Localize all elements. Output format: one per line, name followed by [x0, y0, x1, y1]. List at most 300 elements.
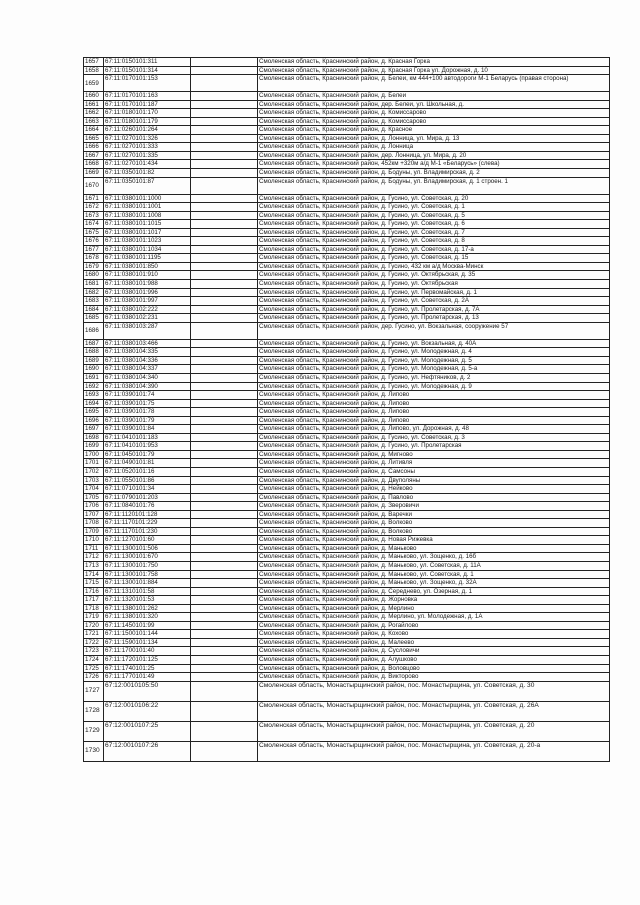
cadastral-number: 67:11:1310101:58	[104, 587, 191, 596]
empty-cell	[191, 177, 258, 194]
row-number: 1726	[84, 673, 104, 682]
empty-cell	[191, 373, 258, 382]
cadastral-number: 67:11:0390101:74	[104, 391, 191, 400]
row-number: 1680	[84, 271, 104, 280]
row-number: 1696	[84, 416, 104, 425]
table-row	[84, 450, 610, 459]
row-number: 1682	[84, 288, 104, 297]
empty-cell	[191, 502, 258, 511]
address: Смоленская область, Краснинский район, д. Гусино, ул. Пролетарская, д. 13	[258, 314, 610, 323]
address: Смоленская область, Краснинский район, д. Кохово	[258, 630, 610, 639]
empty-cell	[191, 169, 258, 178]
empty-cell	[191, 382, 258, 391]
row-number: 1703	[84, 476, 104, 485]
table-row	[84, 117, 610, 126]
empty-cell	[191, 544, 258, 553]
table-row	[84, 126, 610, 135]
table-row	[84, 587, 610, 596]
cadastral-number: 67:11:1270101:60	[104, 536, 191, 545]
row-number: 1662	[84, 109, 104, 118]
empty-cell	[191, 271, 258, 280]
row-number: 1717	[84, 596, 104, 605]
address: Смоленская область, Краснинский район, д. Белеи	[258, 92, 610, 101]
table-row	[84, 553, 610, 562]
cadastral-number: 67:11:0260101:264	[104, 126, 191, 135]
row-number: 1724	[84, 656, 104, 665]
row-number: 1675	[84, 228, 104, 237]
empty-cell	[191, 399, 258, 408]
cadastral-number: 67:11:0380103:287	[104, 322, 191, 339]
cadastral-number: 67:11:0270101:434	[104, 160, 191, 169]
row-number: 1694	[84, 399, 104, 408]
empty-cell	[191, 220, 258, 229]
row-number: 1667	[84, 151, 104, 160]
table-row	[84, 365, 610, 374]
cadastral-number: 67:11:0180101:179	[104, 117, 191, 126]
row-number: 1669	[84, 169, 104, 178]
empty-cell	[191, 297, 258, 306]
address: Смоленская область, Краснинский район, д. Маньково	[258, 544, 610, 553]
empty-cell	[191, 527, 258, 536]
address: Смоленская область, Краснинский район, д. Литивля	[258, 459, 610, 468]
table-row	[84, 203, 610, 212]
row-number: 1709	[84, 527, 104, 536]
cadastral-number: 67:11:0380101:1195	[104, 254, 191, 263]
cadastral-number: 67:11:0170101:153	[104, 75, 191, 92]
table-row	[84, 399, 610, 408]
cadastral-number: 67:11:0410101:953	[104, 442, 191, 451]
address: Смоленская область, Краснинский район, дер. Белеи, ул. Школьная, д.	[258, 100, 610, 109]
cadastral-number: 67:11:1300101:506	[104, 544, 191, 553]
empty-cell	[191, 211, 258, 220]
row-number: 1698	[84, 433, 104, 442]
row-number: 1668	[84, 160, 104, 169]
empty-cell	[191, 450, 258, 459]
address: Смоленская область, Краснинский район, д. Красная Горка	[258, 58, 610, 67]
row-number: 1684	[84, 305, 104, 314]
row-number: 1715	[84, 579, 104, 588]
empty-cell	[191, 322, 258, 339]
row-number: 1707	[84, 510, 104, 519]
empty-cell	[191, 416, 258, 425]
address: Смоленская область, Краснинский район, д. Гусино, ул. Советская, д. 20	[258, 194, 610, 203]
empty-cell	[191, 339, 258, 348]
row-number: 1700	[84, 450, 104, 459]
cadastral-number: 67:11:0380101:1000	[104, 194, 191, 203]
cadastral-number: 67:11:0150101:311	[104, 58, 191, 67]
table-row	[84, 579, 610, 588]
empty-cell	[191, 673, 258, 682]
row-number: 1677	[84, 245, 104, 254]
cadastral-number: 67:11:1380101:262	[104, 604, 191, 613]
row-number: 1692	[84, 382, 104, 391]
cadastral-number: 67:11:1170101:230	[104, 527, 191, 536]
row-number: 1730	[84, 741, 104, 761]
cadastral-number: 67:11:0490101:81	[104, 459, 191, 468]
cadastral-number: 67:11:1700101:40	[104, 647, 191, 656]
table-row	[84, 262, 610, 271]
table-row	[84, 459, 610, 468]
table-row	[84, 254, 610, 263]
row-number: 1693	[84, 391, 104, 400]
row-number: 1657	[84, 58, 104, 67]
table-row	[84, 169, 610, 178]
cadastral-number: 67:11:0380101:988	[104, 280, 191, 289]
row-number: 1683	[84, 297, 104, 306]
row-number: 1713	[84, 561, 104, 570]
table-row	[84, 356, 610, 365]
table-row	[84, 701, 610, 721]
table-row	[84, 75, 610, 92]
table-row	[84, 536, 610, 545]
row-number: 1686	[84, 322, 104, 339]
table-row	[84, 237, 610, 246]
row-number: 1727	[84, 681, 104, 701]
empty-cell	[191, 408, 258, 417]
empty-cell	[191, 519, 258, 528]
empty-cell	[191, 587, 258, 596]
table-row	[84, 467, 610, 476]
row-number: 1674	[84, 220, 104, 229]
cadastral-number: 67:11:0380101:910	[104, 271, 191, 280]
cadastral-number: 67:11:0390101:78	[104, 408, 191, 417]
cadastral-number: 67:11:1380101:320	[104, 613, 191, 622]
empty-cell	[191, 151, 258, 160]
address: Смоленская область, Краснинский район, д. Мерлино	[258, 604, 610, 613]
empty-cell	[191, 433, 258, 442]
row-number: 1664	[84, 126, 104, 135]
address: Смоленская область, Краснинский район, дер. Лонница, ул. Мира, д. 20	[258, 151, 610, 160]
address: Смоленская область, Краснинский район, д. Гусино, ул. Советская, д. 6	[258, 220, 610, 229]
table-row	[84, 681, 610, 701]
empty-cell	[191, 721, 258, 741]
address: Смоленская область, Краснинский район, д. Гусино, ул. Советская, д. 2А	[258, 297, 610, 306]
empty-cell	[191, 613, 258, 622]
row-number: 1695	[84, 408, 104, 417]
address: Смоленская область, Краснинский район, д. Викторово	[258, 673, 610, 682]
empty-cell	[191, 348, 258, 357]
row-number: 1659	[84, 75, 104, 92]
cadastral-number: 67:11:0550101:86	[104, 476, 191, 485]
row-number: 1704	[84, 485, 104, 494]
row-number: 1691	[84, 373, 104, 382]
empty-cell	[191, 254, 258, 263]
address: Смоленская область, Краснинский район, д. Волково	[258, 519, 610, 528]
table-row	[84, 570, 610, 579]
empty-cell	[191, 621, 258, 630]
address: Смоленская область, Краснинский район, д. Мерлино, ул. Молодежная, д. 1А	[258, 613, 610, 622]
table-row	[84, 151, 610, 160]
empty-cell	[191, 314, 258, 323]
cadastral-number: 67:11:0450101:79	[104, 450, 191, 459]
empty-cell	[191, 143, 258, 152]
table-row	[84, 656, 610, 665]
cadastral-number: 67:11:0380101:997	[104, 297, 191, 306]
address: Смоленская область, Краснинский район, д. Волково	[258, 527, 610, 536]
table-row	[84, 280, 610, 289]
cadastral-number: 67:11:1740101:25	[104, 664, 191, 673]
address: Смоленская область, Краснинский район, д. Мигново	[258, 450, 610, 459]
empty-cell	[191, 561, 258, 570]
row-number: 1710	[84, 536, 104, 545]
address: Смоленская область, Краснинский район, д. Гусино, ул. Вокзальная, д. 40А	[258, 339, 610, 348]
table-row	[84, 502, 610, 511]
empty-cell	[191, 510, 258, 519]
row-number: 1688	[84, 348, 104, 357]
address: Смоленская область, Краснинский район, д. Гусино, ул. Советская, д. 1	[258, 203, 610, 212]
empty-cell	[191, 664, 258, 673]
address: Смоленская область, Краснинский район, д. Гусино, ул. Советская, д. 5	[258, 211, 610, 220]
row-number: 1690	[84, 365, 104, 374]
address: Смоленская область, Краснинский район, д. Нейково	[258, 485, 610, 494]
address: Смоленская область, Краснинский район, д. Липово	[258, 399, 610, 408]
cadastral-number: 67:11:1720101:125	[104, 656, 191, 665]
address: Смоленская область, Краснинский район, д. Липово, ул. Дорожная, д. 48	[258, 425, 610, 434]
table-row	[84, 134, 610, 143]
address: Смоленская область, Краснинский район, д. Бодуны, ул. Владимирская, д. 1 строен. 1	[258, 177, 610, 194]
empty-cell	[191, 485, 258, 494]
empty-cell	[191, 638, 258, 647]
address: Смоленская область, Краснинский район, д. Двуполяны	[258, 476, 610, 485]
cadastral-number: 67:11:0380101:1023	[104, 237, 191, 246]
table-row	[84, 109, 610, 118]
table-row	[84, 194, 610, 203]
cadastral-number: 67:11:0180101:170	[104, 109, 191, 118]
table-row	[84, 425, 610, 434]
empty-cell	[191, 570, 258, 579]
table-row	[84, 527, 610, 536]
empty-cell	[191, 425, 258, 434]
row-number: 1665	[84, 134, 104, 143]
table-row	[84, 741, 610, 761]
table-row	[84, 92, 610, 101]
row-number: 1660	[84, 92, 104, 101]
table-row	[84, 476, 610, 485]
row-number: 1673	[84, 211, 104, 220]
empty-cell	[191, 681, 258, 701]
row-number: 1679	[84, 262, 104, 271]
address: Смоленская область, Краснинский район, дер. Гусино, ул. Вокзальная, сооружение 57	[258, 322, 610, 339]
address: Смоленская область, Краснинский район, д. Гусино, 432 км а/д Москва-Минск	[258, 262, 610, 271]
cadastral-number: 67:11:0380104:335	[104, 348, 191, 357]
cadastral-number: 67:11:0790101:203	[104, 493, 191, 502]
address: Смоленская область, Краснинский район, д. Гусино, ул. Молодежная, д. 5-а	[258, 365, 610, 374]
table-row	[84, 647, 610, 656]
empty-cell	[191, 493, 258, 502]
row-number: 1728	[84, 701, 104, 721]
address: Смоленская область, Краснинский район, д. Варечки	[258, 510, 610, 519]
cadastral-number: 67:11:0270101:333	[104, 143, 191, 152]
cadastral-number: 67:11:0270101:326	[104, 134, 191, 143]
table-row	[84, 408, 610, 417]
table-row	[84, 561, 610, 570]
row-number: 1676	[84, 237, 104, 246]
address: Смоленская область, Краснинский район, д. Гусино, ул. Пролетарская	[258, 442, 610, 451]
address: Смоленская область, Краснинский район, д. Маньково, ул. Советская, д. 11А	[258, 561, 610, 570]
table-row	[84, 638, 610, 647]
cadastral-number: 67:11:1770101:49	[104, 673, 191, 682]
address: Смоленская область, Краснинский район, д. Гусино, ул. Первомайская, д. 1	[258, 288, 610, 297]
table-row	[84, 228, 610, 237]
cadastral-number: 67:11:0380101:996	[104, 288, 191, 297]
empty-cell	[191, 553, 258, 562]
cadastral-number: 67:11:1320101:53	[104, 596, 191, 605]
register-table-body	[84, 58, 610, 762]
cadastral-number: 67:12:0010107:26	[104, 741, 191, 761]
empty-cell	[191, 305, 258, 314]
table-row	[84, 58, 610, 67]
empty-cell	[191, 134, 258, 143]
cadastral-number: 67:11:0390101:84	[104, 425, 191, 434]
cadastral-number: 67:11:1300101:758	[104, 570, 191, 579]
table-row	[84, 433, 610, 442]
table-row	[84, 271, 610, 280]
empty-cell	[191, 126, 258, 135]
row-number: 1699	[84, 442, 104, 451]
cadastral-number: 67:11:0150101:314	[104, 66, 191, 75]
row-number: 1718	[84, 604, 104, 613]
row-number: 1663	[84, 117, 104, 126]
address: Смоленская область, Краснинский район, д. Маньково, ул. Зощенко, д. 16б	[258, 553, 610, 562]
row-number: 1670	[84, 177, 104, 194]
empty-cell	[191, 66, 258, 75]
address: Смоленская область, Краснинский район, д. Жорновка	[258, 596, 610, 605]
row-number: 1701	[84, 459, 104, 468]
empty-cell	[191, 262, 258, 271]
address: Смоленская область, Краснинский район, д. Белеи, км 444+100 автодороги М-1 Беларусь (правая сторона)	[258, 75, 610, 92]
row-number: 1706	[84, 502, 104, 511]
table-row	[84, 673, 610, 682]
row-number: 1720	[84, 621, 104, 630]
row-number: 1719	[84, 613, 104, 622]
table-row	[84, 66, 610, 75]
address: Смоленская область, Краснинский район, д. Воловцово	[258, 664, 610, 673]
empty-cell	[191, 245, 258, 254]
table-row	[84, 160, 610, 169]
cadastral-number: 67:11:0380104:336	[104, 356, 191, 365]
address: Смоленская область, Краснинский район, д. Бодуны, ул. Владимирская, д. 2	[258, 169, 610, 178]
cadastral-number: 67:12:0010107:25	[104, 721, 191, 741]
cadastral-number: 67:11:1450101:99	[104, 621, 191, 630]
address: Смоленская область, Монастырщинский район, пос. Монастырщина, ул. Советская, д. 26А	[258, 701, 610, 721]
cadastral-register-table	[83, 57, 610, 762]
table-row	[84, 143, 610, 152]
address: Смоленская область, Краснинский район, д. Алушково	[258, 656, 610, 665]
cadastral-number: 67:11:0380101:1015	[104, 220, 191, 229]
table-row	[84, 305, 610, 314]
table-row	[84, 544, 610, 553]
empty-cell	[191, 75, 258, 92]
cadastral-number: 67:11:0170101:163	[104, 92, 191, 101]
cadastral-number: 67:12:0010105:50	[104, 681, 191, 701]
row-number: 1705	[84, 493, 104, 502]
row-number: 1702	[84, 467, 104, 476]
row-number: 1708	[84, 519, 104, 528]
address: Смоленская область, Монастырщинский район, пос. Монастырщина, ул. Советская, д. 20-а	[258, 741, 610, 761]
address: Смоленская область, Краснинский район, д. Гусино, ул. Октябрьская, д. 35	[258, 271, 610, 280]
table-row	[84, 416, 610, 425]
address: Смоленская область, Краснинский район, д. Гусино, ул. Советская, д. 17-а	[258, 245, 610, 254]
address: Смоленская область, Краснинский район, д. Комиссарово	[258, 117, 610, 126]
cadastral-number: 67:11:0410101:183	[104, 433, 191, 442]
table-row	[84, 613, 610, 622]
address: Смоленская область, Краснинский район, д. Лонница, ул. Мира, д. 13	[258, 134, 610, 143]
cadastral-number: 67:11:0380101:1034	[104, 245, 191, 254]
empty-cell	[191, 237, 258, 246]
row-number: 1725	[84, 664, 104, 673]
address: Смоленская область, Краснинский район, д. Середнево, ул. Озерная, д. 1	[258, 587, 610, 596]
address: Смоленская область, Краснинский район, д. Липово	[258, 416, 610, 425]
cadastral-number: 67:11:0390101:79	[104, 416, 191, 425]
empty-cell	[191, 109, 258, 118]
empty-cell	[191, 160, 258, 169]
cadastral-number: 67:11:0840101:76	[104, 502, 191, 511]
empty-cell	[191, 117, 258, 126]
table-row	[84, 721, 610, 741]
cadastral-number: 67:11:0390101:75	[104, 399, 191, 408]
cadastral-number: 67:11:1120101:128	[104, 510, 191, 519]
row-number: 1729	[84, 721, 104, 741]
cadastral-number: 67:11:0380101:1008	[104, 211, 191, 220]
empty-cell	[191, 442, 258, 451]
row-number: 1716	[84, 587, 104, 596]
cadastral-number: 67:11:0380102:231	[104, 314, 191, 323]
empty-cell	[191, 365, 258, 374]
cadastral-number: 67:11:0380101:1001	[104, 203, 191, 212]
row-number: 1672	[84, 203, 104, 212]
table-row	[84, 519, 610, 528]
empty-cell	[191, 100, 258, 109]
cadastral-number: 67:11:0520101:16	[104, 467, 191, 476]
table-row	[84, 288, 610, 297]
empty-cell	[191, 194, 258, 203]
address: Смоленская область, Краснинский район, д. Гусино, ул. Молодежная, д. 5	[258, 356, 610, 365]
address: Смоленская область, Краснинский район, д. Гусино, ул. Советская, д. 15	[258, 254, 610, 263]
empty-cell	[191, 647, 258, 656]
address: Смоленская область, Краснинский район, д. Павлово	[258, 493, 610, 502]
empty-cell	[191, 701, 258, 721]
table-row	[84, 621, 610, 630]
address: Смоленская область, Краснинский район, д. Малеево	[258, 638, 610, 647]
cadastral-number: 67:11:1300101:750	[104, 561, 191, 570]
table-row	[84, 442, 610, 451]
cadastral-number: 67:11:1300101:670	[104, 553, 191, 562]
cadastral-number: 67:11:1170101:229	[104, 519, 191, 528]
table-row	[84, 348, 610, 357]
empty-cell	[191, 467, 258, 476]
row-number: 1722	[84, 638, 104, 647]
cadastral-number: 67:11:0710101:34	[104, 485, 191, 494]
address: Смоленская область, Краснинский район, д. Комиссарово	[258, 109, 610, 118]
row-number: 1689	[84, 356, 104, 365]
empty-cell	[191, 391, 258, 400]
address: Смоленская область, Краснинский район, д. Зверовичи	[258, 502, 610, 511]
address: Смоленская область, Краснинский район, д. Гусино, ул. Советская, д. 7	[258, 228, 610, 237]
empty-cell	[191, 92, 258, 101]
address: Смоленская область, Краснинский район, д. Красная Горка ул. Дорожная, д. 10	[258, 66, 610, 75]
cadastral-number: 67:11:0380102:222	[104, 305, 191, 314]
table-row	[84, 220, 610, 229]
address: Смоленская область, Краснинский район, д. Гусино, ул. Молодежная, д. 9	[258, 382, 610, 391]
cadastral-number: 67:11:0350101:82	[104, 169, 191, 178]
empty-cell	[191, 228, 258, 237]
address: Смоленская область, Монастырщинский район, пос. Монастырщина, ул. Советская, д. 20	[258, 721, 610, 741]
cadastral-number: 67:11:0170101:187	[104, 100, 191, 109]
address: Смоленская область, Краснинский район, д. Липово	[258, 391, 610, 400]
address: Смоленская область, Краснинский район, д. Гусино, ул. Пролетарская, д. 7А	[258, 305, 610, 314]
row-number: 1714	[84, 570, 104, 579]
address: Смоленская область, Монастырщинский район, пос. Монастырщина, ул. Советская, д. 30	[258, 681, 610, 701]
